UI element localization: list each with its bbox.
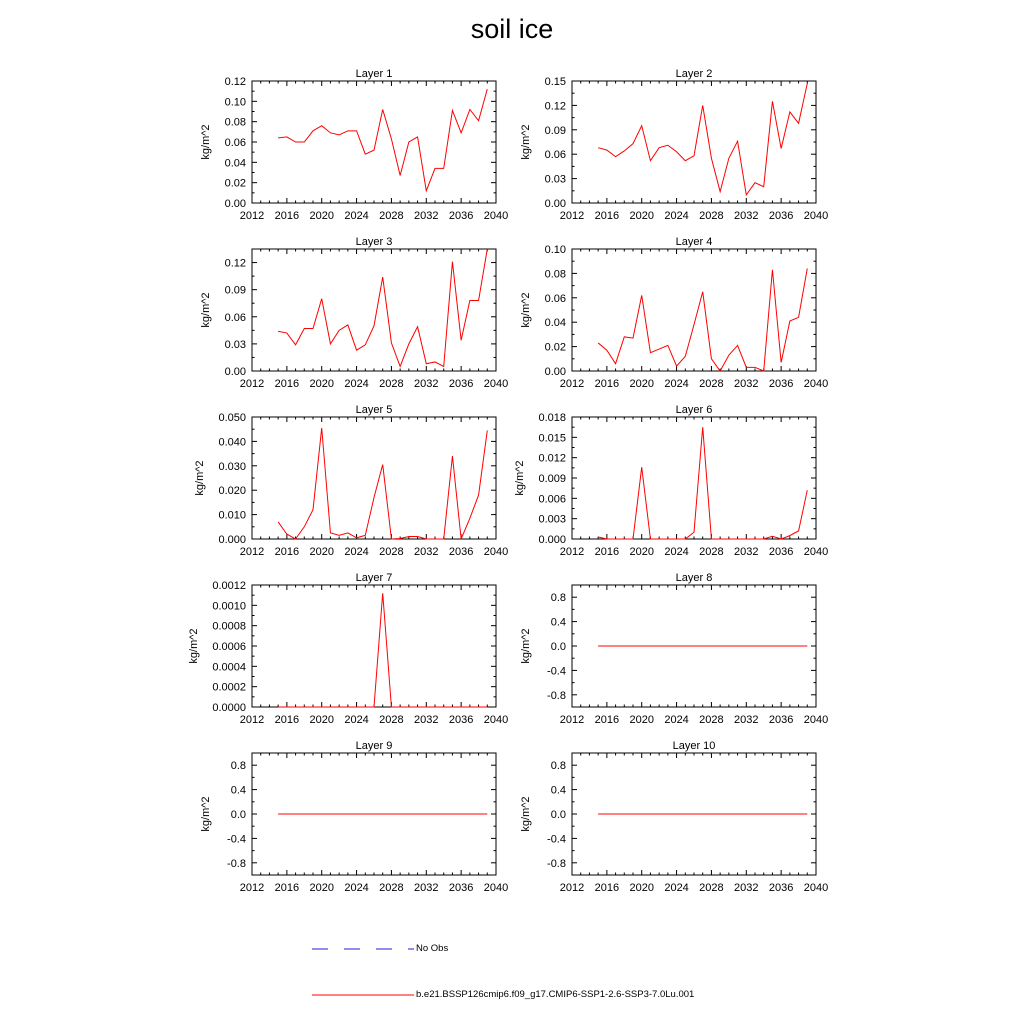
- y-tick-label: 0.0: [550, 809, 566, 821]
- x-tick-label: 2020: [309, 546, 334, 558]
- x-tick-label: 2032: [414, 210, 439, 222]
- y-tick-label: 0.0: [550, 641, 566, 653]
- x-tick-label: 2016: [594, 546, 620, 558]
- x-tick-label: 2020: [309, 378, 334, 390]
- x-tick-label: 2028: [699, 714, 724, 726]
- y-tick-label: 0.0008: [212, 620, 246, 633]
- x-tick-label: 2024: [664, 210, 689, 222]
- x-tick-label: 2020: [629, 714, 654, 726]
- y-tick-label: 0.040: [218, 436, 246, 449]
- x-tick-label: 2012: [239, 714, 265, 726]
- y-tick-label: -0.4: [547, 665, 566, 678]
- x-tick-label: 2036: [448, 378, 474, 390]
- y-tick-label: 0.04: [224, 157, 246, 170]
- x-tick-label: 2040: [803, 714, 829, 726]
- legend-line-model: [312, 990, 414, 1000]
- x-tick-label: 2020: [629, 378, 654, 390]
- x-tick-label: 2012: [559, 714, 585, 726]
- series-line: [278, 249, 487, 366]
- y-tick-label: 0.00: [224, 366, 246, 378]
- y-tick-label: 0.0: [230, 809, 246, 821]
- y-tick-label: 0.12: [224, 76, 246, 88]
- y-axis-label: kg/m^2: [520, 124, 533, 160]
- y-tick-label: 0.02: [544, 341, 566, 354]
- x-tick-label: 2040: [483, 378, 509, 390]
- chart-panel-2: [520, 68, 828, 222]
- y-tick-label: 0.000: [218, 534, 246, 546]
- chart-panel-7: [188, 572, 508, 726]
- page-title: soil ice: [470, 14, 554, 44]
- y-tick-label: 0.050: [218, 412, 246, 424]
- y-tick-label: 0.0012: [212, 580, 246, 592]
- x-tick-label: 2024: [344, 546, 369, 558]
- x-tick-label: 2040: [483, 882, 509, 894]
- legend-label-no-obs: No Obs: [416, 943, 449, 954]
- y-tick-label: 0.10: [224, 96, 246, 109]
- series-line: [598, 269, 807, 371]
- x-tick-label: 2040: [803, 210, 829, 222]
- x-tick-label: 2016: [274, 546, 300, 558]
- x-tick-label: 2024: [344, 714, 369, 726]
- x-tick-label: 2040: [803, 546, 829, 558]
- y-tick-label: 0.8: [550, 760, 566, 773]
- y-tick-label: 0.10: [544, 244, 566, 256]
- x-tick-label: 2024: [664, 546, 689, 558]
- y-tick-label: 0.0006: [212, 641, 246, 653]
- x-tick-label: 2036: [768, 378, 794, 390]
- y-tick-label: 0.0000: [212, 702, 246, 714]
- x-tick-label: 2016: [274, 210, 300, 222]
- x-tick-label: 2036: [768, 714, 794, 726]
- y-tick-label: 0.02: [224, 177, 246, 190]
- plot-frame: [252, 81, 496, 203]
- chart-title: Layer 6: [675, 404, 713, 416]
- plot-frame: [252, 585, 496, 707]
- y-tick-label: 0.030: [218, 460, 246, 473]
- x-tick-label: 2040: [803, 882, 829, 894]
- legend-label-model: b.e21.BSSP126cmip6.f09_g17.CMIP6-SSP1-2.6-SSP3-7.0Lu.001: [416, 989, 695, 1000]
- y-tick-label: 0.009: [538, 473, 566, 485]
- x-tick-label: 2020: [309, 210, 334, 222]
- y-tick-label: 0.00: [544, 366, 566, 378]
- x-tick-label: 2040: [803, 378, 829, 390]
- y-tick-label: 0.006: [538, 493, 566, 506]
- x-tick-label: 2012: [239, 882, 265, 894]
- chart-panel-6: [514, 404, 828, 558]
- chart-panel-9: [200, 740, 508, 894]
- x-tick-label: 2024: [344, 882, 369, 894]
- x-tick-label: 2028: [379, 210, 404, 222]
- x-tick-label: 2036: [448, 882, 474, 894]
- x-tick-label: 2036: [448, 714, 474, 726]
- y-tick-label: 0.04: [544, 317, 566, 330]
- y-tick-label: 0.4: [230, 784, 246, 797]
- y-tick-label: 0.012: [538, 452, 566, 465]
- y-tick-label: 0.12: [224, 257, 246, 270]
- y-tick-label: -0.8: [547, 857, 566, 870]
- y-axis-label: kg/m^2: [520, 796, 533, 832]
- chart-title: Layer 7: [355, 572, 393, 584]
- x-tick-label: 2036: [768, 882, 794, 894]
- chart-panel-4: [520, 236, 828, 390]
- x-tick-label: 2024: [344, 210, 369, 222]
- y-tick-label: 0.010: [218, 509, 246, 522]
- plot-frame: [572, 417, 816, 539]
- x-tick-label: 2028: [379, 882, 404, 894]
- y-tick-label: -0.8: [547, 689, 566, 702]
- x-tick-label: 2012: [559, 210, 585, 222]
- y-tick-label: 0.09: [224, 284, 246, 297]
- x-tick-label: 2028: [699, 882, 724, 894]
- chart-title: Layer 1: [355, 68, 393, 80]
- y-tick-label: 0.0010: [212, 600, 246, 613]
- x-tick-label: 2028: [379, 546, 404, 558]
- series-line: [598, 427, 807, 539]
- chart-panel-3: [200, 236, 508, 390]
- y-tick-label: 0.015: [538, 432, 566, 445]
- x-tick-label: 2040: [483, 714, 509, 726]
- y-axis-label: kg/m^2: [200, 292, 213, 328]
- x-tick-label: 2028: [699, 210, 724, 222]
- y-tick-label: 0.4: [550, 784, 566, 797]
- y-axis-label: kg/m^2: [194, 460, 206, 496]
- x-tick-label: 2012: [559, 882, 585, 894]
- x-tick-label: 2036: [448, 546, 474, 558]
- y-tick-label: 0.8: [550, 592, 566, 605]
- y-axis-label: kg/m^2: [187, 628, 200, 664]
- x-tick-label: 2032: [734, 210, 759, 222]
- y-tick-label: 0.12: [544, 100, 566, 113]
- chart-title: Layer 5: [355, 404, 393, 416]
- x-tick-label: 2024: [344, 378, 369, 390]
- series-line: [278, 593, 487, 707]
- x-tick-label: 2012: [559, 378, 585, 390]
- x-tick-label: 2016: [274, 882, 300, 894]
- chart-panel-8: [520, 572, 828, 726]
- y-tick-label: 0.06: [224, 311, 246, 324]
- y-tick-label: -0.4: [547, 833, 566, 846]
- chart-title: Layer 8: [675, 572, 713, 584]
- y-tick-label: 0.00: [544, 198, 566, 210]
- y-tick-label: -0.4: [227, 833, 246, 846]
- chart-title: Layer 4: [675, 236, 713, 248]
- y-tick-label: 0.06: [544, 292, 566, 305]
- y-axis-label: kg/m^2: [520, 628, 533, 664]
- y-tick-label: 0.03: [224, 338, 246, 351]
- x-tick-label: 2020: [309, 882, 334, 894]
- x-tick-label: 2032: [414, 714, 439, 726]
- x-tick-label: 2016: [594, 378, 620, 390]
- chart-panel-10: [520, 740, 828, 894]
- y-tick-label: 0.0002: [212, 681, 246, 694]
- x-tick-label: 2012: [559, 546, 585, 558]
- x-tick-label: 2028: [379, 378, 404, 390]
- y-tick-label: 0.06: [544, 149, 566, 162]
- y-tick-label: 0.018: [538, 412, 566, 424]
- x-tick-label: 2016: [594, 714, 620, 726]
- x-tick-label: 2036: [768, 546, 794, 558]
- x-tick-label: 2040: [483, 210, 509, 222]
- y-tick-label: 0.0004: [212, 661, 246, 674]
- x-tick-label: 2020: [309, 714, 334, 726]
- plot-frame: [572, 81, 816, 203]
- x-tick-label: 2036: [768, 210, 794, 222]
- x-tick-label: 2020: [629, 210, 654, 222]
- x-tick-label: 2016: [274, 714, 300, 726]
- chart-title: Layer 9: [355, 740, 393, 752]
- y-tick-label: 0.4: [550, 616, 566, 629]
- x-tick-label: 2020: [629, 882, 654, 894]
- series-line: [278, 89, 487, 191]
- x-tick-label: 2032: [414, 378, 439, 390]
- y-tick-label: 0.8: [230, 760, 246, 773]
- y-tick-label: 0.000: [538, 534, 566, 546]
- x-tick-label: 2028: [699, 546, 724, 558]
- y-axis-label: kg/m^2: [200, 124, 213, 160]
- x-tick-label: 2016: [594, 882, 620, 894]
- x-tick-label: 2024: [664, 882, 689, 894]
- chart-title: Layer 3: [355, 236, 393, 248]
- x-tick-label: 2032: [734, 714, 759, 726]
- x-tick-label: 2040: [483, 546, 509, 558]
- chart-panel-1: [200, 68, 508, 222]
- y-tick-label: 0.00: [224, 198, 246, 210]
- y-tick-label: -0.8: [227, 857, 246, 870]
- x-tick-label: 2016: [274, 378, 300, 390]
- y-tick-label: 0.020: [218, 485, 246, 498]
- x-tick-label: 2032: [414, 882, 439, 894]
- x-tick-label: 2012: [239, 546, 265, 558]
- x-tick-label: 2020: [629, 546, 654, 558]
- y-tick-label: 0.08: [544, 268, 566, 281]
- plot-frame: [252, 249, 496, 371]
- y-tick-label: 0.09: [544, 124, 566, 137]
- x-tick-label: 2032: [734, 378, 759, 390]
- chart-title: Layer 2: [675, 68, 713, 80]
- x-tick-label: 2012: [239, 378, 265, 390]
- x-tick-label: 2012: [239, 210, 265, 222]
- x-tick-label: 2024: [664, 714, 689, 726]
- y-axis-label: kg/m^2: [514, 460, 526, 496]
- x-tick-label: 2016: [594, 210, 620, 222]
- chart-title: Layer 10: [672, 740, 716, 752]
- x-tick-label: 2028: [379, 714, 404, 726]
- y-axis-label: kg/m^2: [200, 796, 213, 832]
- x-tick-label: 2024: [664, 378, 689, 390]
- x-tick-label: 2036: [448, 210, 474, 222]
- y-axis-label: kg/m^2: [520, 292, 533, 328]
- x-tick-label: 2032: [734, 882, 759, 894]
- y-tick-label: 0.08: [224, 116, 246, 129]
- x-tick-label: 2032: [734, 546, 759, 558]
- series-line: [598, 83, 807, 194]
- series-line: [278, 428, 487, 539]
- x-tick-label: 2032: [414, 546, 439, 558]
- y-tick-label: 0.03: [544, 173, 566, 186]
- y-tick-label: 0.003: [538, 513, 566, 526]
- legend-line-no-obs: [312, 944, 414, 954]
- x-tick-label: 2028: [699, 378, 724, 390]
- y-tick-label: 0.15: [544, 76, 566, 88]
- chart-panel-5: [194, 404, 508, 558]
- y-tick-label: 0.06: [224, 137, 246, 149]
